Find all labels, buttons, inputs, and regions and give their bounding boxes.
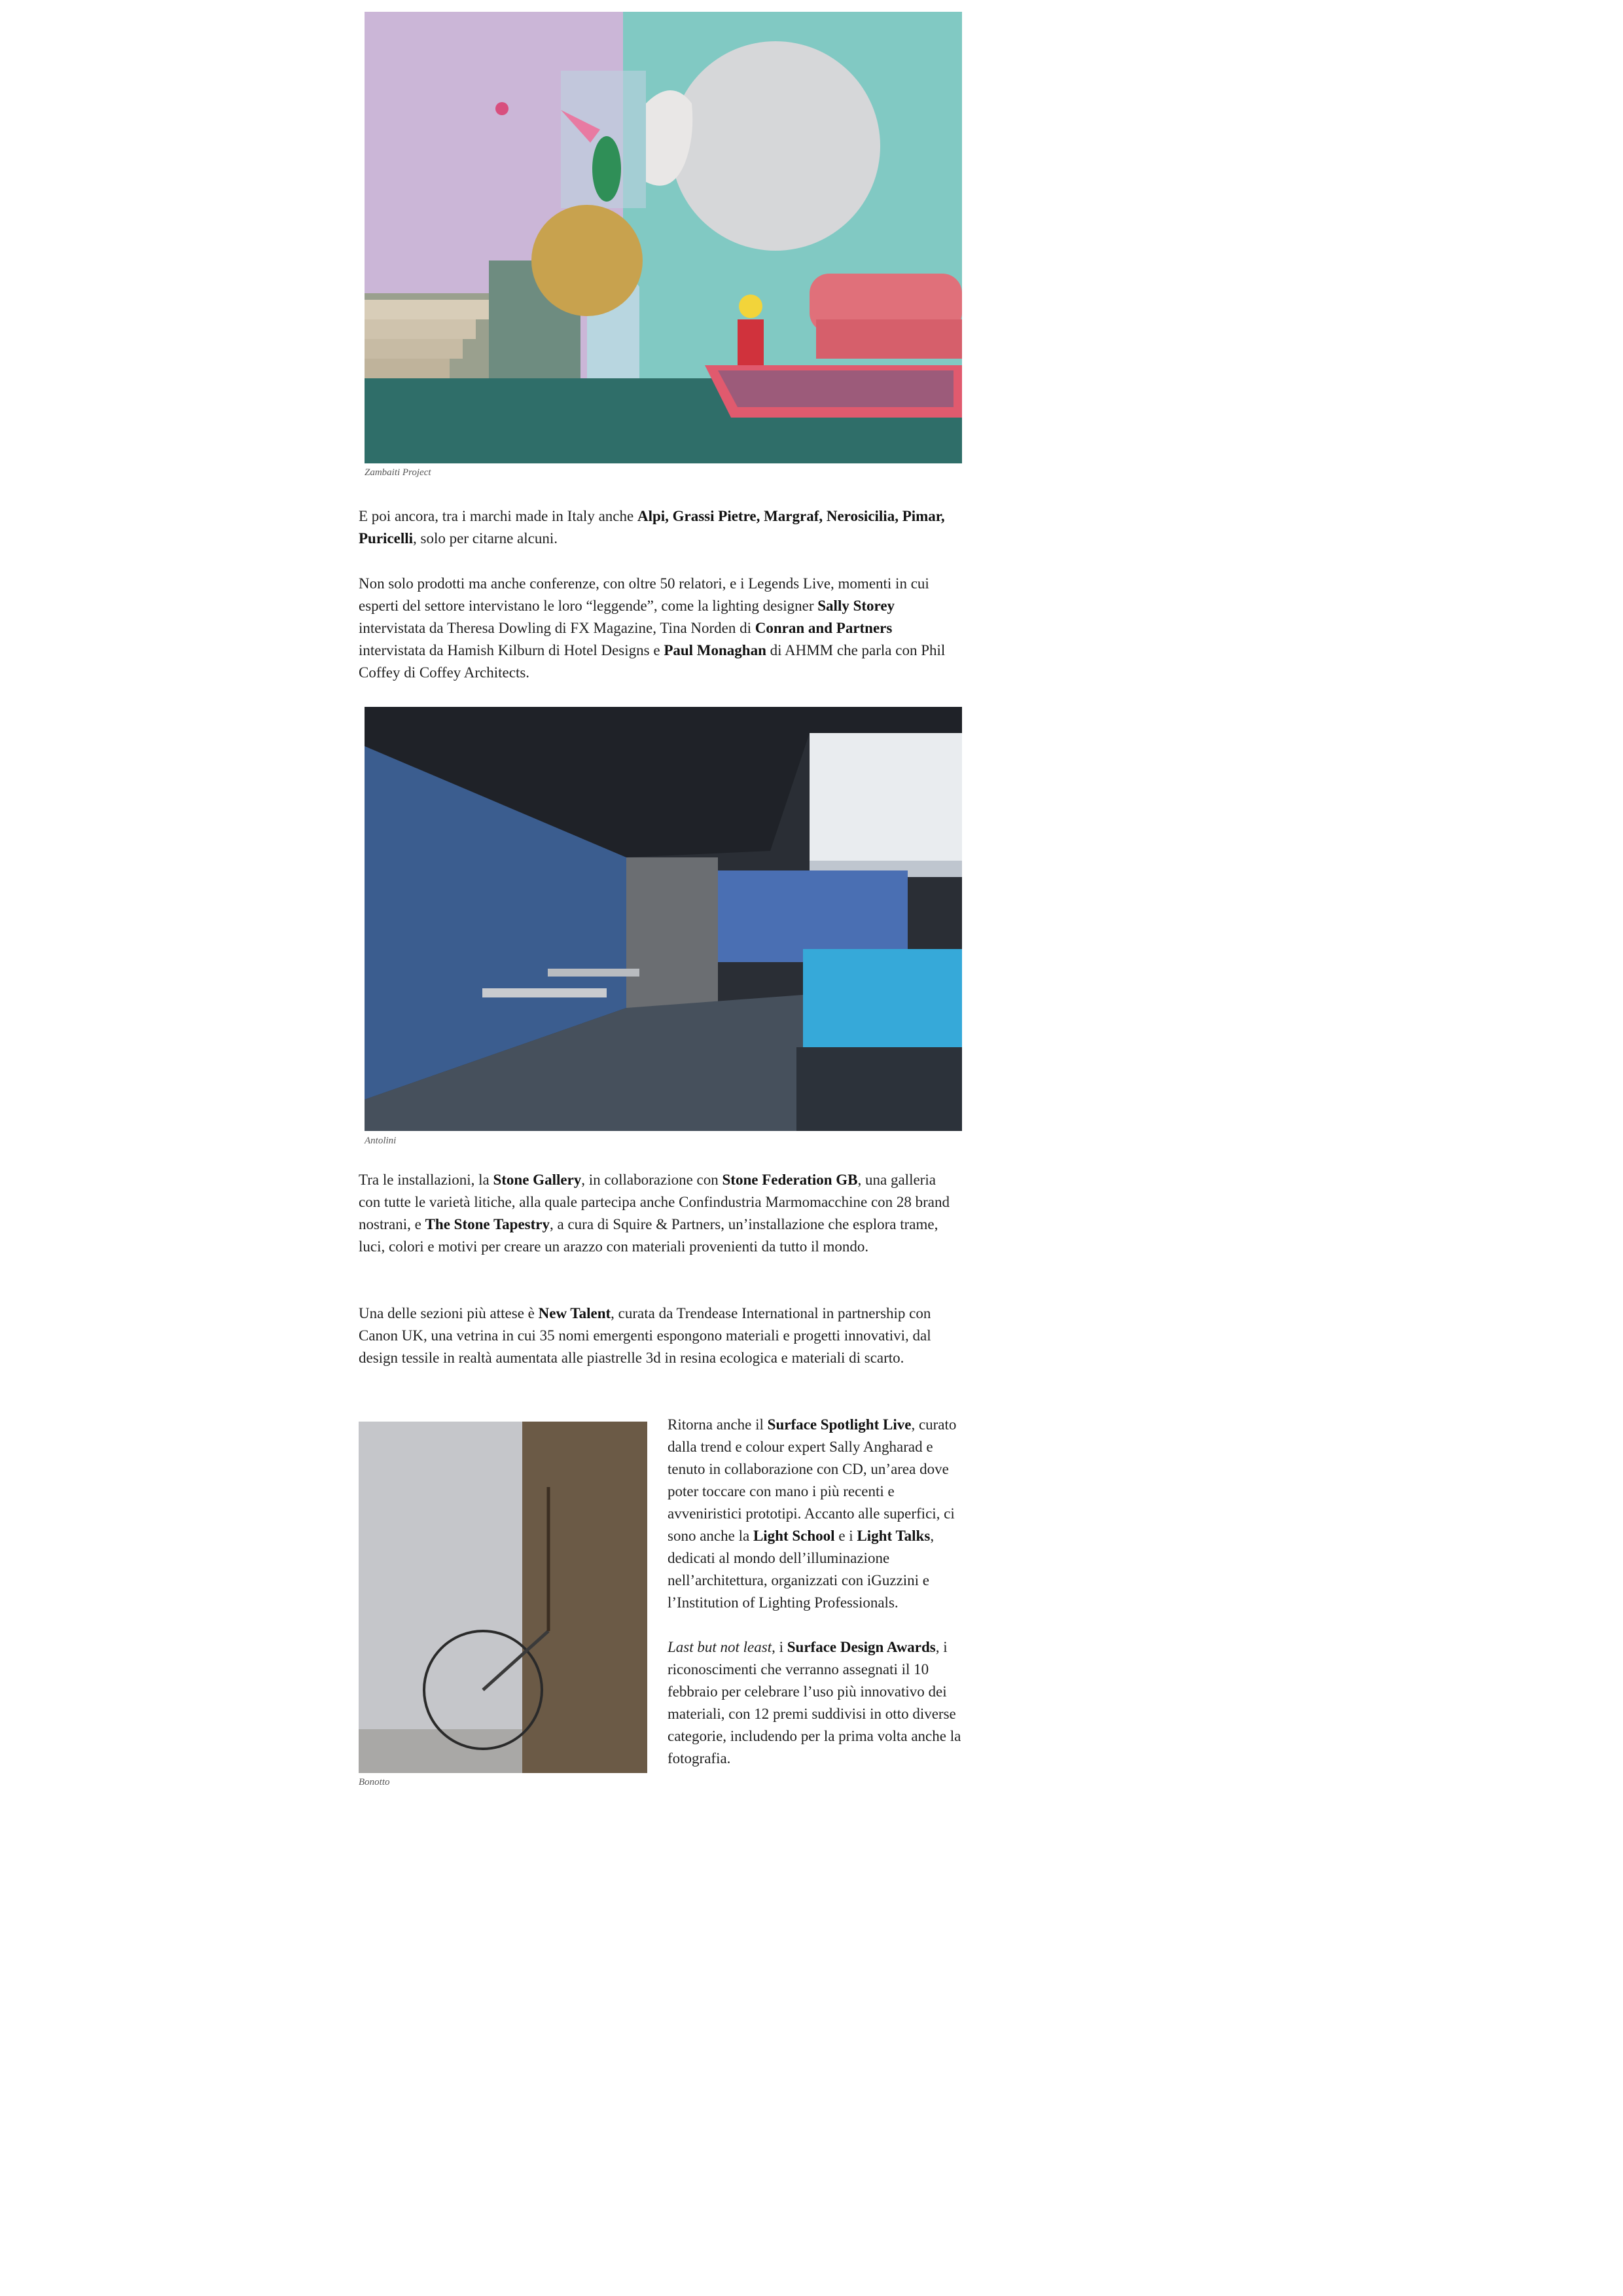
bold-text: Conran and Partners bbox=[755, 620, 893, 636]
bold-text: Light School bbox=[753, 1528, 835, 1544]
paragraph bbox=[359, 1169, 961, 1258]
text-run: , a cura di Squire & Partners, un’installazione che esplora trame, luci, colori e motivi per creare un arazzo con materiali provenienti da tutto il mondo. bbox=[359, 1216, 938, 1255]
bold-text: Sally Storey bbox=[817, 598, 895, 614]
text-run: , curata da Trendease International in partnership con Canon UK, una vetrina in cui 35 nomi emergenti espongono materiali e progetti innovativi, dal design tessile in realtà aumentata alle piastrelle 3d in resina ecologica e materiali di scarto. bbox=[359, 1305, 931, 1366]
image-caption: Bonotto bbox=[359, 1777, 390, 1787]
text-run: , i bbox=[772, 1639, 787, 1655]
bold-text: Stone Federation GB bbox=[722, 1172, 858, 1188]
paragraph bbox=[359, 573, 961, 684]
bold-text: The Stone Tapestry bbox=[425, 1216, 550, 1232]
bold-text: Light Talks bbox=[857, 1528, 931, 1544]
text-run: di AHMM che parla con Phil Coffey di Coffey Architects. bbox=[359, 642, 946, 681]
paragraph bbox=[359, 505, 961, 550]
paragraph bbox=[359, 1302, 961, 1369]
text-run: e i bbox=[834, 1528, 857, 1544]
text-run: , solo per citarne alcuni. bbox=[413, 530, 558, 547]
text-run: , curato dalla trend e colour expert Sally Angharad e tenuto in collaborazione con CD, un’area dove poter toccare con mano i più recenti e avveniristici prototipi. Accanto alle superfici, ci sono anche la bbox=[668, 1416, 957, 1544]
bold-text: Surface Spotlight Live bbox=[767, 1416, 912, 1433]
text-run: intervistata da Hamish Kilburn di Hotel Designs e bbox=[359, 642, 664, 658]
text-run: E poi ancora, tra i marchi made in Italy anche bbox=[359, 508, 637, 524]
bold-text: Stone Gallery bbox=[493, 1172, 582, 1188]
bold-text: Surface Design Awards bbox=[787, 1639, 936, 1655]
text-run: intervistata da Theresa Dowling di FX Magazine, Tina Norden di bbox=[359, 620, 755, 636]
text-run: , i riconoscimenti che verranno assegnati il 10 febbraio per celebrare l’uso più innovativo dei materiali, con 12 premi suddivisi in otto diverse categorie, includendo per la prima volta anche la fotografia. bbox=[668, 1639, 961, 1767]
text-run: Una delle sezioni più attese è bbox=[359, 1305, 539, 1321]
text-run: , in collaborazione con bbox=[581, 1172, 722, 1188]
paragraph bbox=[668, 1414, 962, 1614]
image-caption: Zambaiti Project bbox=[365, 467, 431, 478]
bold-text: Alpi, Grassi Pietre, Margraf, Nerosicilia, Pimar, Puricelli bbox=[359, 508, 945, 547]
text-run: Non solo prodotti ma anche conferenze, con oltre 50 relatori, e i Legends Live, momenti in cui esperti del settore intervistano le loro “leggende”, come la lighting designer bbox=[359, 575, 929, 614]
antolini-image bbox=[365, 707, 962, 1131]
zambaiti-image bbox=[365, 12, 962, 463]
bold-text: Paul Monaghan bbox=[664, 642, 766, 658]
image-caption: Antolini bbox=[365, 1136, 397, 1146]
text-run: , dedicati al mondo dell’illuminazione nell’architettura, organizzati con iGuzzini e l’Institution of Lighting Professionals. bbox=[668, 1528, 935, 1611]
bonotto-image bbox=[359, 1422, 647, 1773]
text-run: Ritorna anche il bbox=[668, 1416, 768, 1433]
text-run: , una galleria con tutte le varietà litiche, alla quale partecipa anche Confindustria Marmomacchine con 28 brand nostrani, e bbox=[359, 1172, 950, 1232]
italic-text: Last but not least bbox=[668, 1639, 772, 1655]
paragraph bbox=[668, 1636, 962, 1770]
text-run: Tra le installazioni, la bbox=[359, 1172, 493, 1188]
bold-text: New Talent bbox=[538, 1305, 611, 1321]
